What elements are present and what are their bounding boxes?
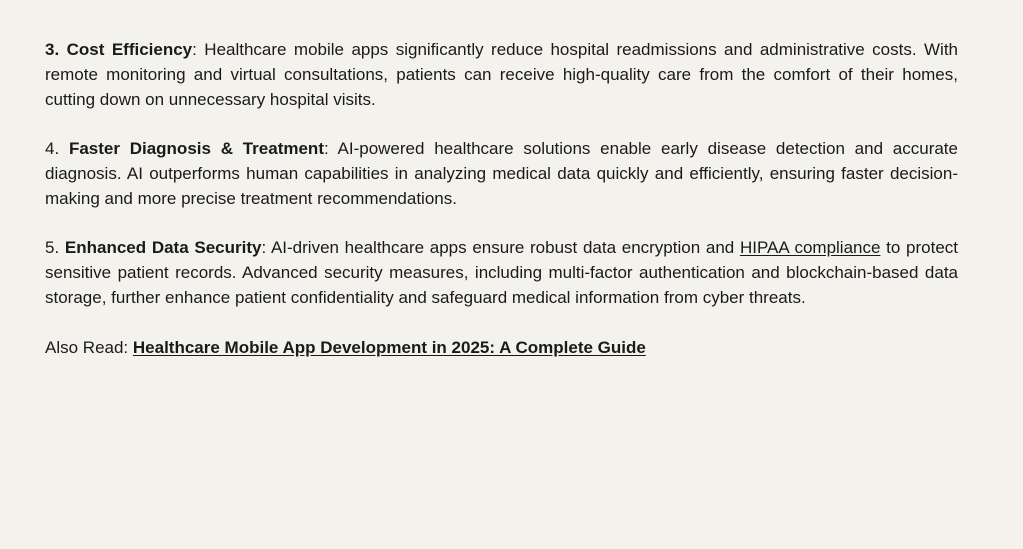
- paragraph-body-after-link: to protect sensitive patient records. Advanced security measures, including multi-factor authentication and blockchain-based data storage, further enhance patient confidentiality and safeguard medical information from cyber threats.: [45, 238, 959, 307]
- also-read-label: Also Read:: [45, 337, 133, 357]
- also-read-line: [45, 336, 958, 361]
- paragraph-cost-efficiency: [45, 38, 958, 112]
- hipaa-compliance-link[interactable]: HIPAA compliance: [739, 238, 881, 258]
- heading-cost-efficiency: 3. Cost Efficiency: [45, 40, 193, 59]
- paragraph-data-security: [45, 236, 958, 310]
- paragraph-faster-diagnosis: [45, 137, 958, 211]
- heading-faster-diagnosis: Faster Diagnosis & Treatment: [68, 139, 324, 159]
- list-number: 4.: [45, 139, 69, 159]
- also-read-link[interactable]: Healthcare Mobile App Development in 2025: A Complete Guide: [132, 337, 646, 357]
- list-number: 5.: [45, 238, 65, 258]
- article-content: [45, 38, 958, 385]
- paragraph-body: : AI-powered healthcare solutions enable early disease detection and accurate diagnosis. AI outperforms human capabilities in analyzing medical data quickly and efficiently, ensuring faster decision-making and more precise treatment recommendations.: [45, 139, 958, 208]
- paragraph-body: : Healthcare mobile apps significantly reduce hospital readmissions and administrative costs. With remote monitoring and virtual consultations, patients can receive high-quality care from the comfort of their homes, cutting down on unnecessary hospital visits.: [45, 40, 958, 109]
- paragraph-body-before-link: : AI-driven healthcare apps ensure robust data encryption and: [261, 238, 740, 258]
- heading-data-security: Enhanced Data Security: [64, 238, 262, 258]
